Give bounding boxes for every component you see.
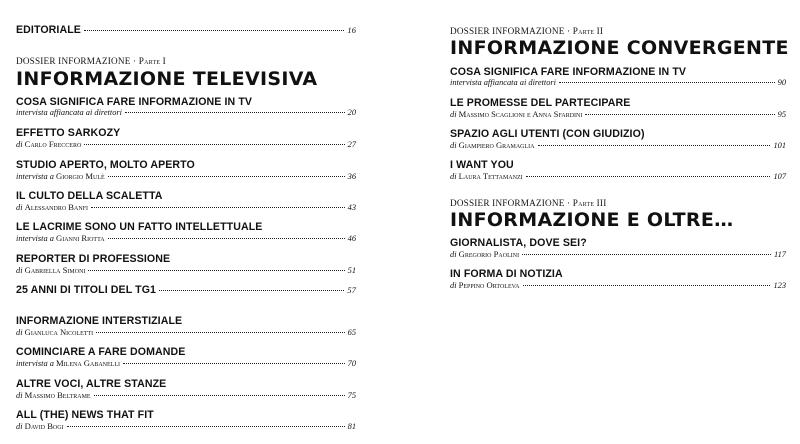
dot-leader (125, 112, 345, 113)
page-number: 36 (347, 171, 356, 181)
entry-title: STUDIO APERTO, MOLTO APERTO (16, 158, 195, 171)
toc-entry[interactable] (16, 409, 356, 432)
entry-title: EDITORIALE (16, 24, 81, 36)
toc-entry[interactable] (450, 97, 786, 120)
page-number: 43 (347, 202, 356, 212)
entry-author: Carlo Freccero (24, 139, 82, 150)
page-number: 107 (773, 172, 786, 181)
entry-author: Alessandro Banfi (24, 201, 89, 212)
entry-title: REPORTER DI PROFESSIONE (16, 252, 171, 265)
entry-byline-prefix: di (16, 140, 23, 150)
toc-entry[interactable] (450, 66, 786, 88)
dot-leader (88, 270, 344, 271)
dot-leader (84, 144, 344, 145)
entry-byline-prefix: di (16, 390, 23, 400)
entry-author: Gregorio Paolini (458, 249, 520, 259)
toc-entry[interactable] (16, 253, 356, 276)
section-title: INFORMAZIONE CONVERGENTE (450, 37, 789, 59)
entry-title: I WANT YOU (450, 159, 514, 171)
entry-title: IN FORMA DI NOTIZIA (450, 268, 563, 280)
entry-author: Peppino Ortoleva (458, 280, 520, 290)
entry-byline-prefix: di (450, 172, 457, 181)
entry-byline-prefix: intervista a (16, 359, 54, 369)
entry-author: Laura Tettamanzi (458, 171, 523, 181)
entry-byline-prefix: intervista affiancata ai direttori (450, 78, 556, 87)
entry-byline-prefix: di (450, 141, 457, 150)
page-number: 16 (347, 26, 356, 35)
page-number: 95 (777, 110, 786, 119)
page-number: 123 (773, 281, 786, 290)
section-kicker: DOSSIER INFORMAZIONE · Parte I (16, 56, 166, 66)
entry-byline-prefix: di (16, 422, 23, 431)
entry-byline-prefix: di (16, 328, 23, 338)
entry-title: COSA SIGNIFICA FARE INFORMAZIONE IN TV (450, 66, 687, 78)
dot-leader (159, 290, 344, 291)
dot-leader (84, 30, 344, 31)
page-number: 117 (774, 250, 786, 259)
entry-title: INFORMAZIONE INTERSTIZIALE (16, 315, 183, 328)
entry-title: 25 ANNI DI TITOLI DEL TG1 (16, 283, 157, 296)
page-number: 51 (347, 265, 356, 275)
dot-leader (526, 176, 771, 177)
section-title: INFORMAZIONE E OLTRE… (450, 209, 734, 231)
entry-author: Gianluca Nicoletti (24, 327, 94, 338)
page-number: 46 (347, 234, 356, 244)
toc-entry[interactable] (16, 127, 356, 150)
entry-author: David Bogi (24, 421, 64, 431)
page-number: 27 (347, 140, 356, 150)
section-kicker: DOSSIER INFORMAZIONE · Parte III (450, 198, 607, 208)
toc-entry[interactable] (16, 315, 356, 338)
toc-entry[interactable] (450, 159, 786, 182)
toc-entry[interactable] (16, 159, 356, 182)
toc-entry[interactable] (16, 346, 356, 369)
dot-leader (123, 363, 345, 364)
entry-author: Giorgio Mulè (56, 170, 105, 181)
dot-leader (538, 145, 771, 146)
entry-title: IL CULTO DELLA SCALETTA (16, 189, 163, 202)
section-kicker: DOSSIER INFORMAZIONE · Parte II (450, 26, 604, 36)
dot-leader (559, 82, 775, 83)
entry-author: Massimo Scaglioni e Anna Sfardini (458, 109, 583, 119)
entry-title: COSA SIGNIFICA FARE INFORMAZIONE IN TV (16, 96, 253, 108)
toc-entry[interactable] (450, 128, 786, 151)
entry-title: GIORNALISTA, DOVE SEI? (450, 237, 587, 249)
toc-entry[interactable] (16, 96, 356, 118)
page-number: 70 (347, 359, 356, 369)
section-title: INFORMAZIONE TELEVISIVA (16, 68, 318, 90)
dot-leader (91, 207, 345, 208)
toc-entry[interactable] (16, 284, 356, 297)
entry-byline-prefix: di (450, 250, 457, 259)
toc-entry[interactable] (450, 268, 786, 291)
entry-title: SPAZIO AGLI UTENTI (CON GIUDIZIO) (450, 128, 645, 140)
entry-author: Massimo Beltrame (24, 389, 91, 400)
dot-leader (523, 285, 771, 286)
page-number: 65 (347, 328, 356, 338)
dot-leader (108, 176, 345, 177)
entry-title: LE PROMESSE DEL PARTECIPARE (450, 97, 631, 109)
entry-byline-prefix: di (16, 265, 23, 275)
toc-entry[interactable] (16, 190, 356, 213)
dot-leader (96, 332, 344, 333)
entry-title: LE LACRIME SONO UN FATTO INTELLETTUALE (16, 221, 263, 234)
page-number: 90 (777, 78, 786, 87)
dot-leader (94, 395, 345, 396)
entry-byline-prefix: di (450, 110, 457, 119)
entry-byline-prefix: intervista affiancata ai direttori (16, 108, 122, 117)
toc-entry[interactable] (16, 221, 356, 244)
entry-title: EFFETTO SARKOZY (16, 127, 121, 140)
page-number: 81 (347, 422, 356, 431)
page-number: 101 (773, 141, 786, 150)
dot-leader (585, 114, 774, 115)
entry-title: COMINCIARE A FARE DOMANDE (16, 346, 186, 359)
entry-title: ALTRE VOCI, ALTRE STANZE (16, 377, 167, 390)
page-number: 57 (347, 285, 356, 295)
entry-byline-prefix: di (450, 281, 457, 290)
toc-entry-editoriale[interactable] (16, 24, 356, 37)
entry-author: Milena Gabanelli (56, 358, 120, 369)
entry-author: Gabriella Simoni (24, 264, 86, 275)
entry-byline-prefix: intervista a (16, 171, 54, 181)
dot-leader (67, 426, 345, 427)
entry-author: Gianni Riotta (56, 233, 105, 244)
entry-author: Giampiero Gramaglia (458, 140, 535, 150)
page-number: 20 (347, 108, 356, 117)
toc-entry[interactable] (16, 378, 356, 401)
toc-entry[interactable] (450, 237, 786, 260)
entry-title: ALL (THE) NEWS THAT FIT (16, 409, 154, 421)
dot-leader (108, 238, 345, 239)
page-number: 75 (347, 390, 356, 400)
dot-leader (522, 254, 771, 255)
entry-byline-prefix: di (16, 202, 23, 212)
entry-byline-prefix: intervista a (16, 234, 54, 244)
